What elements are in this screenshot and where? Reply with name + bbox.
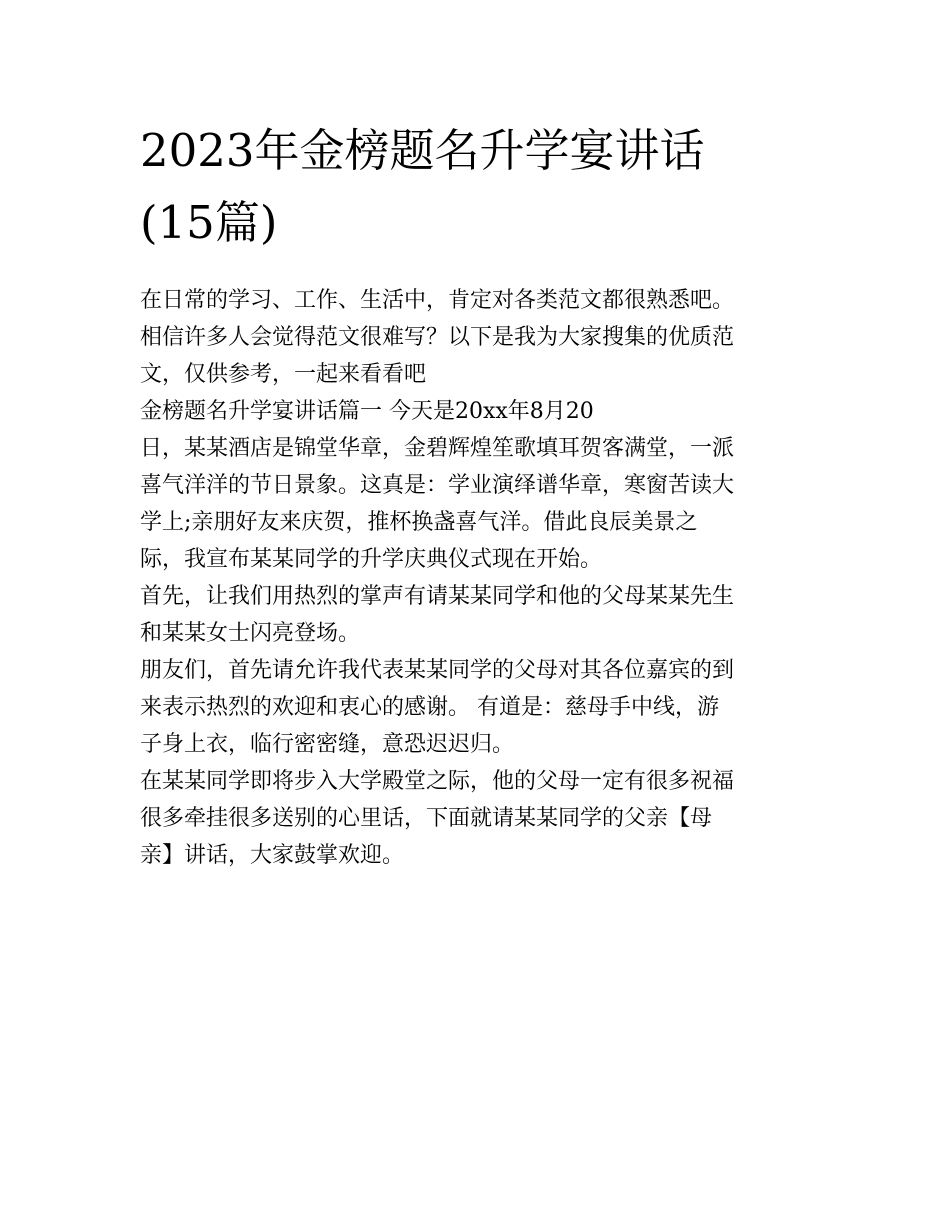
title-line-1: 2023年金榜题名升学宴讲话 xyxy=(140,124,705,177)
body-line: 日，某某酒店是锦堂华章，金碧辉煌笙歌填耳贺客满堂，一派 xyxy=(140,436,735,461)
body-line: 文，仅供参考，一起来看看吧 xyxy=(140,362,427,387)
body-line: 朋友们，首先请允许我代表某某同学的父母对其各位嘉宾的到 xyxy=(140,658,735,683)
document-body xyxy=(140,282,820,874)
document-title xyxy=(140,115,820,259)
body-line: 首先，让我们用热烈的掌声有请某某同学和他的父母某某先生 xyxy=(140,584,735,609)
body-line: 亲】讲话，大家鼓掌欢迎。 xyxy=(140,843,405,868)
body-line: 学上;亲朋好友来庆贺，推杯换盏喜气洋。借此良辰美景之 xyxy=(140,510,698,535)
body-line: 喜气洋洋的节日景象。这真是：学业演绎谱华章，寒窗苦读大 xyxy=(140,473,735,498)
body-line: 际，我宣布某某同学的升学庆典仪式现在开始。 xyxy=(140,547,603,572)
body-line: 子身上衣，临行密密缝，意恐迟迟归。 xyxy=(140,732,515,757)
body-line: 金榜题名升学宴讲话篇一 今天是20xx年8月20 xyxy=(140,399,594,424)
body-line: 在日常的学习、工作、生活中，肯定对各类范文都很熟悉吧。 xyxy=(140,288,735,313)
body-line: 很多牵挂很多送别的心里话，下面就请某某同学的父亲【母 xyxy=(140,806,713,831)
body-line: 在某某同学即将步入大学殿堂之际，他的父母一定有很多祝福 xyxy=(140,769,735,794)
body-line: 和某某女士闪亮登场。 xyxy=(140,621,361,646)
title-line-2: (15篇) xyxy=(140,196,278,249)
body-line: 来表示热烈的欢迎和衷心的感谢。 有道是：慈母手中线，游 xyxy=(140,695,719,720)
body-line: 相信许多人会觉得范文很难写？以下是我为大家搜集的优质范 xyxy=(140,325,735,350)
